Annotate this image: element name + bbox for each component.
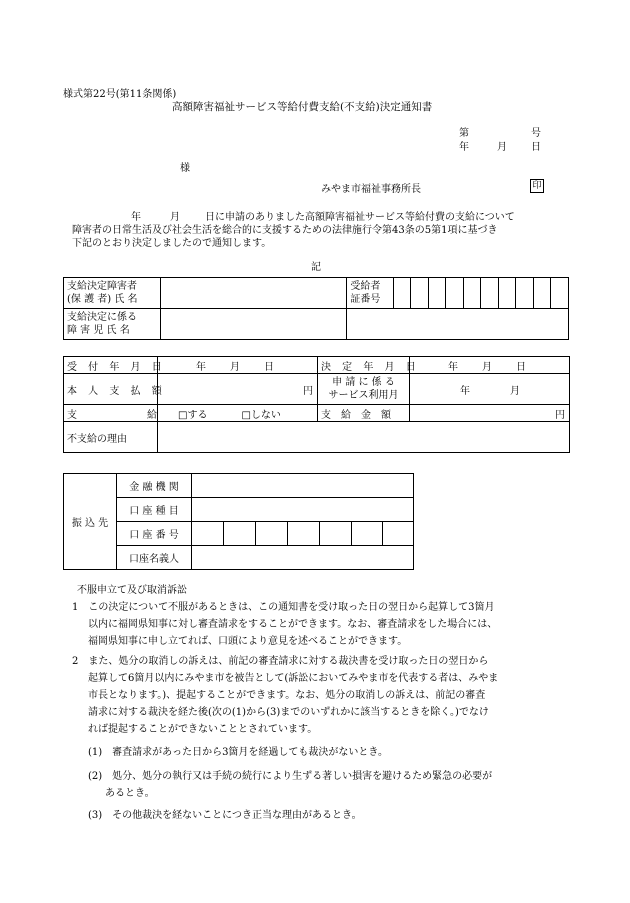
received-date-label: 受 付 年 月 日 [64, 357, 158, 374]
decision-date-field[interactable]: 年 月 日 [410, 357, 570, 374]
certificate-digit-box[interactable] [551, 278, 569, 309]
bank-field[interactable] [192, 474, 414, 498]
account-digit-box[interactable] [224, 522, 256, 546]
child-name-field[interactable] [160, 309, 347, 340]
bank-label: 金 融 機 関 [117, 474, 192, 498]
child-name-label: 支給決定に係る 障 害 児 氏 名 [64, 309, 161, 340]
certificate-digit-box[interactable] [393, 278, 411, 309]
pay-yes-checkbox[interactable]: □する [178, 409, 208, 421]
non-payment-reason-label: 不支給の理由 [64, 422, 158, 453]
pay-no-checkbox[interactable]: □しない [241, 409, 281, 421]
notice-p2-line4: 請求に対する裁決を経た後(次の(1)から(3)までのいずれかに該当するときを除く。)でなけ [88, 707, 489, 718]
account-digit-box[interactable] [192, 522, 224, 546]
self-pay-label: 本 人 支 払 額 [64, 374, 158, 405]
certificate-number-label: 受給者 証番号 [347, 278, 393, 309]
doc-no-prefix: 第 [459, 128, 469, 139]
transfer-table [63, 473, 414, 570]
recipient-table [63, 277, 569, 340]
certificate-digit-box[interactable] [533, 278, 551, 309]
payment-amount-label: 支 給 金 額 [318, 405, 410, 422]
issuer-name: みやま市福祉事務所長 [321, 184, 421, 195]
account-type-label: 口 座 種 目 [117, 498, 192, 522]
notice-item2-line2: あるとき。 [105, 788, 155, 799]
date-day: 日 [531, 142, 541, 153]
received-date-field[interactable]: 年 月 日 [158, 357, 318, 374]
date-month: 月 [497, 142, 507, 153]
seal-icon: 印 [530, 179, 544, 193]
addressee-suffix: 様 [180, 163, 190, 174]
decision-table [63, 356, 570, 453]
certificate-digit-box[interactable] [411, 278, 429, 309]
notice-item1: (1) 審査請求があった日から3箇月を経過しても裁決がないとき。 [88, 747, 389, 758]
self-pay-field[interactable]: 円 [158, 374, 318, 405]
payment-label: 支 給 [64, 405, 158, 422]
notice-p2-line2: 起算して6箇月以内にみやま市を被告として(訴訟においてみやま市を代表する者は、みやま [88, 673, 499, 684]
intro-year: 年 [131, 212, 141, 223]
ki-mark: 記 [311, 262, 321, 273]
doc-no-suffix: 号 [531, 128, 541, 139]
date-year: 年 [459, 142, 469, 153]
form-number: 様式第22号(第11条関係) [63, 89, 177, 100]
payment-choice [158, 405, 318, 422]
account-digit-box[interactable] [352, 522, 383, 546]
account-digit-box[interactable] [256, 522, 288, 546]
notice-p2-line1: 2 また、処分の取消しの訴えは、前記の審査請求に対する裁決書を受け取った日の翌日から [72, 656, 489, 667]
account-digit-box[interactable] [320, 522, 352, 546]
account-number-label: 口 座 番 号 [117, 522, 192, 546]
certificate-digit-box[interactable] [481, 278, 499, 309]
blank-cell [347, 309, 569, 340]
notice-item3: (3) その他裁決を経ないことにつき正当な理由があるとき。 [88, 810, 362, 821]
notice-p1-line3: 福岡県知事に申し立てれば、口頭により意見を述べることができます。 [88, 636, 408, 647]
account-digit-box[interactable] [383, 522, 414, 546]
intro-line3: 下記のとおり決定しましたので通知します。 [72, 238, 272, 249]
notice-heading: 不服申立て及び取消訴訟 [77, 585, 187, 596]
account-holder-field[interactable] [192, 546, 414, 570]
certificate-digit-box[interactable] [516, 278, 534, 309]
certificate-digit-box[interactable] [498, 278, 516, 309]
account-holder-label: 口座名義人 [117, 546, 192, 570]
seal-mark [530, 179, 544, 193]
non-payment-reason-field[interactable] [158, 422, 570, 453]
notice-p1-line2: 以内に福岡県知事に対し審査請求をすることができます。なお、審査請求をした場合には、 [88, 619, 498, 630]
service-month-field[interactable]: 年 月 [410, 374, 570, 405]
intro-month: 月 [170, 212, 180, 223]
notice-item2-line1: (2) 処分、処分の執行又は手続の続行により生ずる著しい損害を避けるため緊急の必要が [88, 771, 493, 782]
decision-date-label: 決 定 年 月 日 [318, 357, 410, 374]
recipient-name-field[interactable] [160, 278, 347, 309]
intro-line1: 日に申請のありました高額障害福祉サービス等給付費の支給について [205, 212, 515, 223]
notice-p2-line3: 市長となります。)、提起することができます。なお、処分の取消しの訴えは、前記の審査 [88, 690, 486, 701]
account-type-field[interactable] [192, 498, 414, 522]
service-month-label: 申 請 に 係 る サービス利用月 [318, 374, 410, 405]
recipient-name-label: 支給決定障害者 (保 護 者) 氏 名 [64, 278, 161, 309]
certificate-digit-box[interactable] [428, 278, 446, 309]
notice-p1-line1: 1 この決定について不服があるときは、この通知書を受け取った日の翌日から起算して3箇月 [72, 602, 495, 613]
certificate-digit-box[interactable] [463, 278, 481, 309]
account-digit-box[interactable] [288, 522, 320, 546]
payment-amount-field[interactable]: 円 [410, 405, 570, 422]
transfer-label: 振 込 先 [64, 474, 117, 570]
notice-p2-line5: れば提起することができないこととされています。 [88, 724, 318, 735]
certificate-digit-box[interactable] [446, 278, 464, 309]
intro-line2: 障害者の日常生活及び社会生活を総合的に支援するための法律施行令第43条の5第1項に基づき [72, 225, 498, 236]
document-title: 高額障害福祉サービス等給付費支給(不支給)決定通知書 [172, 101, 433, 113]
